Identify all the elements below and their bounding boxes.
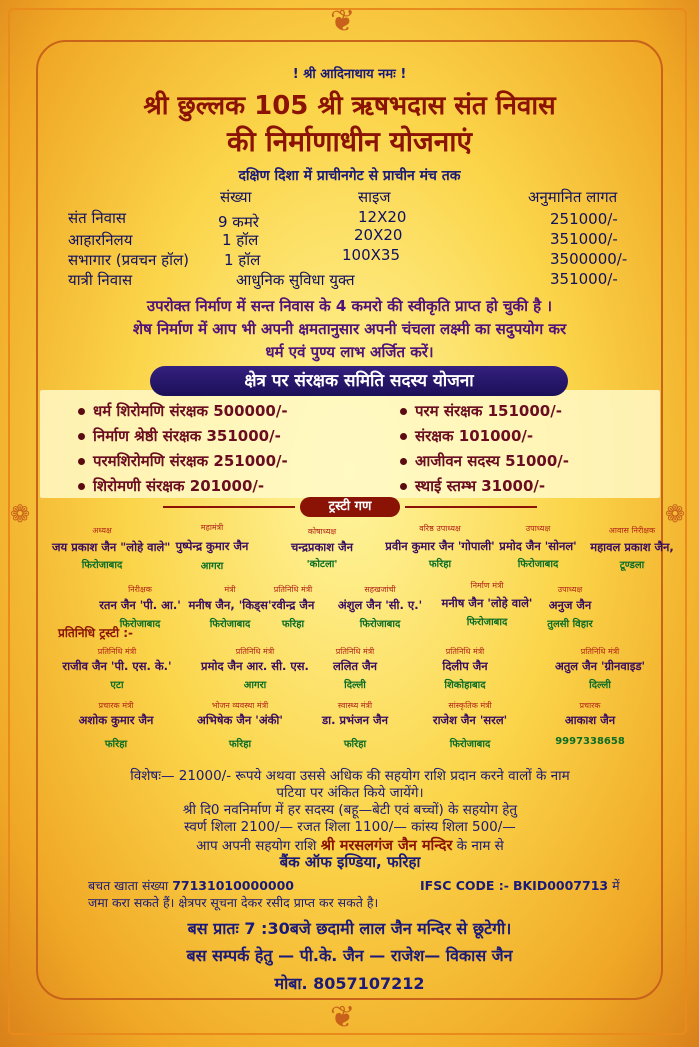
- bus-time: बस प्रातः 7 :30बजे छदामी लाल जैन मन्दिर से छूटेगी।: [187, 919, 512, 938]
- trustee-place: शिकोहाबाद: [444, 680, 486, 691]
- scheme-item: [78, 426, 281, 446]
- appeal-line3: धर्म एवं पुण्य लाभ अर्जित करें।: [265, 343, 434, 361]
- special-line1: विशेषः— 21000/- रूपये अथवा उससे अधिक की सहयोग राशि प्रदान करने वालों के नाम: [130, 768, 570, 784]
- scheme-item-label: परमशिरोमणि संरक्षक 251000/-: [93, 452, 288, 470]
- trustee-name: रवीन्द्र जैन: [271, 598, 315, 612]
- table-row-cost: 351000/-: [550, 230, 618, 248]
- trustee-name: जय प्रकाश जैन "लोहे वाले": [52, 540, 171, 554]
- table-row-cost: 251000/-: [550, 210, 618, 228]
- trustee-role: प्रतिनिधि मंत्री: [445, 647, 485, 656]
- scheme-item-label: स्थाई स्तम्भ 31000/-: [415, 477, 546, 495]
- trustee-place: आगरा: [200, 561, 224, 572]
- trustee-name: अनुज जैन: [548, 598, 592, 612]
- special-line5-post: के नाम से: [456, 838, 504, 854]
- trustee-place: 'कोटला': [306, 559, 338, 570]
- trustee-name: ललित जैन: [332, 659, 378, 673]
- scheme-item-label: संरक्षक 101000/-: [415, 427, 534, 445]
- trustee-place: फिरोजाबाद: [81, 560, 123, 571]
- trustee-name: प्रमोद जैन 'सोनल': [499, 539, 577, 553]
- trustee-place: फिरोजाबाद: [209, 619, 251, 630]
- trustee-name: मनीष जैन 'लोहे वाले': [441, 596, 533, 610]
- trustees-title: ट्रस्टी गण: [300, 497, 400, 517]
- appeal-line2: शेष निर्माण में आप भी अपनी क्षमतानुसार अपनी चंचला लक्ष्मी का सदुपयोग कर: [132, 320, 567, 338]
- trustee-role: निर्माण मंत्री: [470, 581, 504, 590]
- trustee-role: उपाध्यक्ष: [557, 585, 583, 594]
- table-header-cost: अनुमानित लागत: [528, 188, 618, 206]
- trustee-role: कोषाध्यक्ष: [307, 527, 337, 536]
- table-row-cost: 3500000/-: [550, 250, 628, 268]
- bottom-ornament-icon: ❦: [330, 1000, 356, 1035]
- ifsc-label: IFSC CODE :-: [420, 878, 509, 893]
- bullet-icon: [400, 408, 407, 415]
- account-number: 77131010000000: [172, 878, 294, 893]
- bullet-icon: [78, 408, 85, 415]
- trustee-role: प्रतिनिधि मंत्री: [97, 647, 137, 656]
- special-line3: श्री दि0 नवनिर्माण में हर सदस्य (बहू—बेटी एवं बच्चों) के सहयोग हेतु: [182, 802, 518, 818]
- table-row-name: सभागार (प्रवचन हॉल): [68, 251, 190, 269]
- table-row-name: आहारनिलय: [68, 231, 133, 249]
- special-line4: स्वर्ण शिला 2100/— रजत शिला 1100/— कांस्य शिला 500/—: [184, 819, 516, 835]
- trustee-place: फिरोजाबाद: [119, 619, 161, 630]
- bank-name: बैंक ऑफ इण्डिया, फरिहा: [279, 853, 421, 871]
- trustee-place: फिरोजाबाद: [359, 619, 401, 630]
- bullet-icon: [400, 458, 407, 465]
- trustee-name: अंशुल जैन 'सी. ए.': [337, 598, 423, 612]
- trustee-name: अशोक कुमार जैन: [78, 713, 154, 727]
- scheme-item-label: शिरोमणी संरक्षक 201000/-: [93, 477, 265, 495]
- trustee-place: एटा: [110, 680, 124, 691]
- bullet-icon: [78, 433, 85, 440]
- scheme-item: [78, 451, 288, 471]
- trustee-phone: 9997338658: [555, 736, 625, 747]
- trustee-name: अभिषेक जैन 'अंकी': [197, 713, 283, 727]
- special-line2: पटिया पर अंकित किये जायेंगे।: [276, 785, 424, 801]
- table-row-size: 12X20: [358, 208, 407, 226]
- trustee-role: वरिष्ठ उपाध्यक्ष: [419, 524, 461, 533]
- account-label: बचत खाता संख्या: [88, 878, 169, 893]
- scheme-item: [400, 426, 533, 446]
- table-header-count: संख्या: [220, 188, 252, 206]
- trustee-place: दिल्ली: [589, 680, 611, 691]
- trustee-name: पुष्पेन्द्र कुमार जैन: [175, 539, 249, 553]
- trustee-role: प्रतिनिधि मंत्री: [235, 647, 275, 656]
- trustee-place: फरिहा: [104, 739, 128, 750]
- trustee-role: मंत्री: [224, 585, 236, 594]
- trustee-place: फिरोजाबाद: [517, 559, 559, 570]
- top-ornament-icon: ❦: [330, 4, 356, 39]
- trustee-role: प्रचारक: [579, 701, 601, 710]
- scheme-item-label: निर्माण श्रेष्ठी संरक्षक 351000/-: [93, 427, 281, 445]
- bullet-icon: [400, 483, 407, 490]
- mobile-number: मोबा. 8057107212: [274, 974, 425, 993]
- scheme-item-label: आजीवन सदस्य 51000/-: [415, 452, 569, 470]
- table-row-cost: 351000/-: [550, 270, 618, 288]
- bus-contact: बस सम्पर्क हेतु — पी.के. जैन — राजेश— विकास जैन: [186, 946, 513, 965]
- appeal-line1: उपरोक्त निर्माण में सन्त निवास के 4 कमरो की स्वीकृति प्राप्त हो चुकी है ।: [146, 297, 553, 315]
- bullet-icon: [78, 483, 85, 490]
- trustee-role: निरीक्षक: [128, 585, 152, 594]
- trustee-place: आगरा: [243, 680, 267, 691]
- temple-name: श्री मरसलगंज जैन मन्दिर: [320, 838, 453, 854]
- divider: [163, 506, 295, 508]
- trustee-role: प्रतिनिधि मंत्री: [273, 585, 313, 594]
- account-line2: जमा करा सकते हैं। क्षेत्रपर सूचना देकर रसीद प्राप्त कर सकते है।: [88, 895, 379, 910]
- trustee-place: फिरोजाबाद: [449, 739, 491, 750]
- ifsc-line: [420, 877, 620, 894]
- trustee-role: उपाध्यक्ष: [525, 524, 551, 533]
- title-line2: की निर्माणाधीन योजनाएं: [226, 125, 473, 158]
- trustee-name: डा. प्रभंजन जैन: [322, 713, 388, 727]
- trustee-name: महावल प्रकाश जैन,: [590, 540, 674, 554]
- trustee-role: आवास निरीक्षक: [608, 526, 656, 535]
- trustee-role: प्रतिनिधि मंत्री: [335, 647, 375, 656]
- trustee-role: प्रतिनिधि मंत्री: [580, 647, 620, 656]
- special-line5-pre: आप अपनी सहयोग राशि: [196, 838, 317, 854]
- scheme-item-label: धर्म शिरोमणि संरक्षक 500000/-: [93, 402, 288, 420]
- trustee-place: दिल्ली: [344, 680, 366, 691]
- trustee-name: राजेश जैन 'सरल': [432, 713, 508, 727]
- scheme-item-label: परम संरक्षक 151000/-: [415, 402, 562, 420]
- table-row-count: 1 हॉल: [222, 231, 259, 249]
- ifsc-suffix: में: [612, 878, 620, 893]
- scheme-item: [78, 476, 264, 496]
- table-row-name: यात्री निवास: [68, 271, 133, 289]
- trustee-role: भोजन व्यवस्था मंत्री: [211, 701, 269, 710]
- bullet-icon: [78, 458, 85, 465]
- table-row-count: 9 कमरे: [218, 213, 259, 231]
- trustee-place: फरिहा: [228, 739, 252, 750]
- account-line: [88, 877, 294, 894]
- title-line1: श्री छुल्लक 105 श्री ऋषभदास संत निवास: [143, 91, 556, 121]
- trustee-place: फरिहा: [343, 739, 367, 750]
- invocation: ! श्री आदिनाथाय नमः !: [292, 67, 407, 82]
- trustee-role: अध्यक्ष: [92, 526, 112, 535]
- divider: [405, 506, 537, 508]
- representative-label: प्रतिनिधि ट्रस्टी :-: [58, 626, 134, 640]
- trustee-place: टूण्डला: [619, 560, 645, 571]
- trustee-place: फरिहा: [281, 619, 305, 630]
- trustee-role: सांस्कृतिक मंत्री: [448, 701, 492, 710]
- scheme-title: क्षेत्र पर संरक्षक समिति सदस्य योजना: [150, 366, 568, 396]
- table-header-size: साइज: [358, 188, 391, 206]
- scheme-item: [78, 401, 288, 421]
- right-ornament-icon: ❁: [665, 500, 686, 528]
- trustee-role: स्वास्थ्य मंत्री: [337, 701, 373, 710]
- trustee-role: प्रचारक मंत्री: [98, 701, 134, 710]
- trustee-name: मनीष जैन, 'किड्स': [188, 598, 272, 612]
- trustee-name: प्रवीन कुमार जैन 'गोपाली': [385, 539, 495, 553]
- trustee-place: फरिहा: [428, 559, 452, 570]
- table-row-name: संत निवास: [68, 209, 127, 227]
- trustee-role: सहखजांची: [364, 585, 396, 594]
- scheme-item: [400, 451, 569, 471]
- table-row-count: 1 हॉल: [224, 251, 261, 269]
- left-ornament-icon: ❁: [10, 500, 31, 528]
- ifsc-code: BKID0007713: [512, 878, 609, 893]
- subtitle: दक्षिण दिशा में प्राचीनगेट से प्राचीन मंच तक: [238, 168, 461, 184]
- trustee-name: प्रमोद जैन आर. सी. एस.: [201, 659, 309, 673]
- trustee-name: दिलीप जैन: [442, 659, 488, 673]
- trustee-name: अतुल जैन 'ग्रीनवाइड': [554, 659, 646, 673]
- table-row-size: 100X35: [342, 246, 400, 264]
- bullet-icon: [400, 433, 407, 440]
- trustee-name: चन्द्रप्रकाश जैन: [290, 540, 354, 554]
- trustee-role: महामंत्री: [200, 523, 224, 532]
- trustee-place: फिरोजाबाद: [466, 617, 508, 628]
- table-row-count: आधुनिक सुविधा युक्त: [236, 271, 355, 289]
- trustee-name: आकाश जैन: [564, 713, 616, 727]
- scheme-item: [400, 401, 562, 421]
- scheme-item: [400, 476, 545, 496]
- trustee-place: तुलसी विहार: [547, 619, 593, 630]
- table-row-size: 20X20: [354, 226, 403, 244]
- trustee-name: राजीव जैन 'पी. एस. के.': [62, 659, 172, 673]
- trustee-name: रतन जैन 'पी. आ.': [99, 598, 181, 612]
